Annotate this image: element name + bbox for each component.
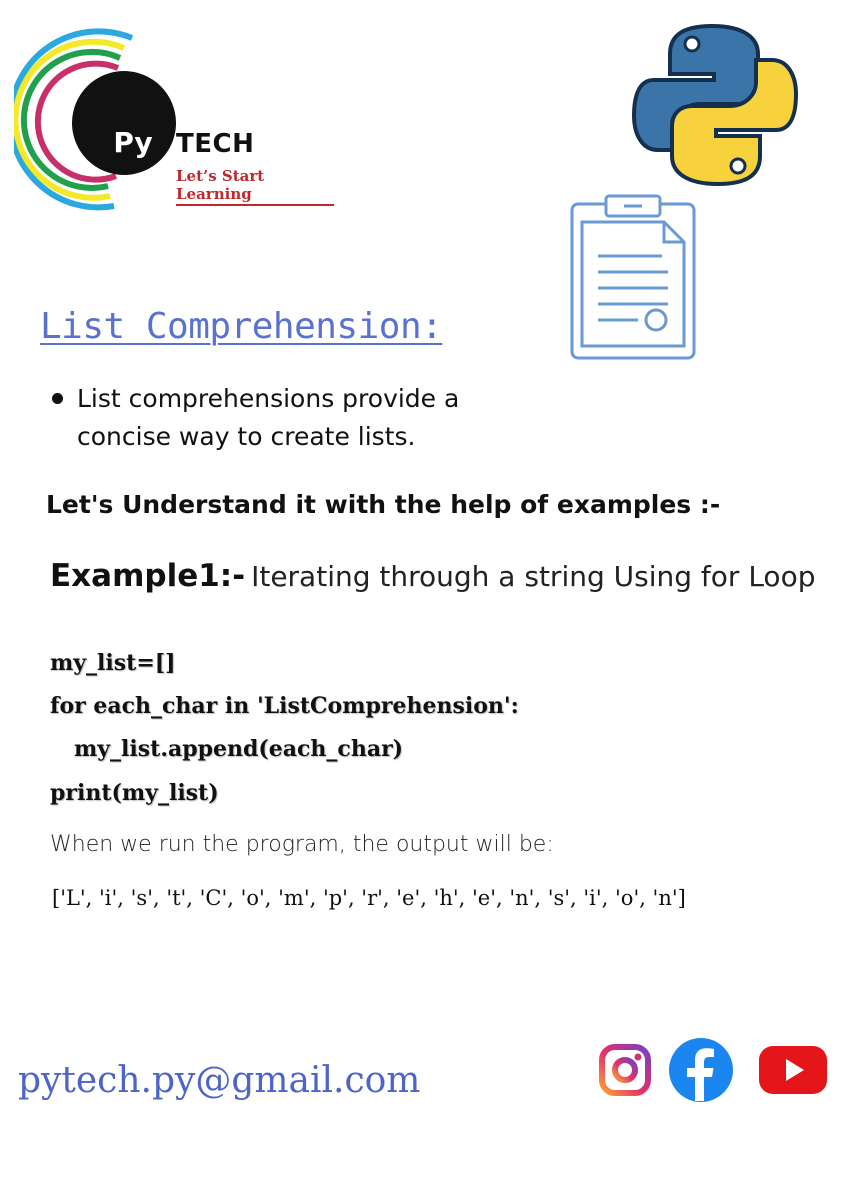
clipboard-document-icon	[568, 192, 698, 362]
bullet-dot	[52, 393, 63, 404]
code-line: print(my_list)	[50, 780, 219, 806]
logo-tech-text: TECH	[176, 129, 255, 159]
facebook-icon[interactable]	[668, 1037, 734, 1103]
output-intro: When we run the program, the output will be:	[50, 832, 554, 857]
bullet-text: List comprehensions provide a concise way to create lists.	[77, 384, 460, 451]
logo-tagline: Let’s Start Learning	[176, 167, 334, 206]
example-label: Example1:-	[50, 558, 246, 594]
code-line: my_list=[]	[50, 650, 176, 676]
example-description: Iterating through a string Using for Loop	[251, 560, 816, 593]
youtube-icon[interactable]	[758, 1045, 828, 1095]
subheading: Let's Understand it with the help of examples :-	[46, 490, 721, 519]
instagram-icon[interactable]	[598, 1043, 652, 1097]
logo-py-text: Py	[113, 126, 153, 159]
code-line: for each_char in 'ListComprehension':	[50, 693, 519, 719]
email-link[interactable]: pytech.py@gmail.com	[18, 1060, 421, 1101]
pytech-logo	[14, 28, 334, 213]
python-logo-icon	[630, 20, 800, 190]
example-heading	[50, 558, 815, 594]
page-title: List Comprehension:	[40, 306, 443, 347]
output-value: ['L', 'i', 's', 't', 'C', 'o', 'm', 'p', 'r', 'e', 'h', 'e', 'n', 's', 'i', 'o', 'n']	[52, 886, 686, 910]
code-line: my_list.append(each_char)	[74, 736, 404, 762]
